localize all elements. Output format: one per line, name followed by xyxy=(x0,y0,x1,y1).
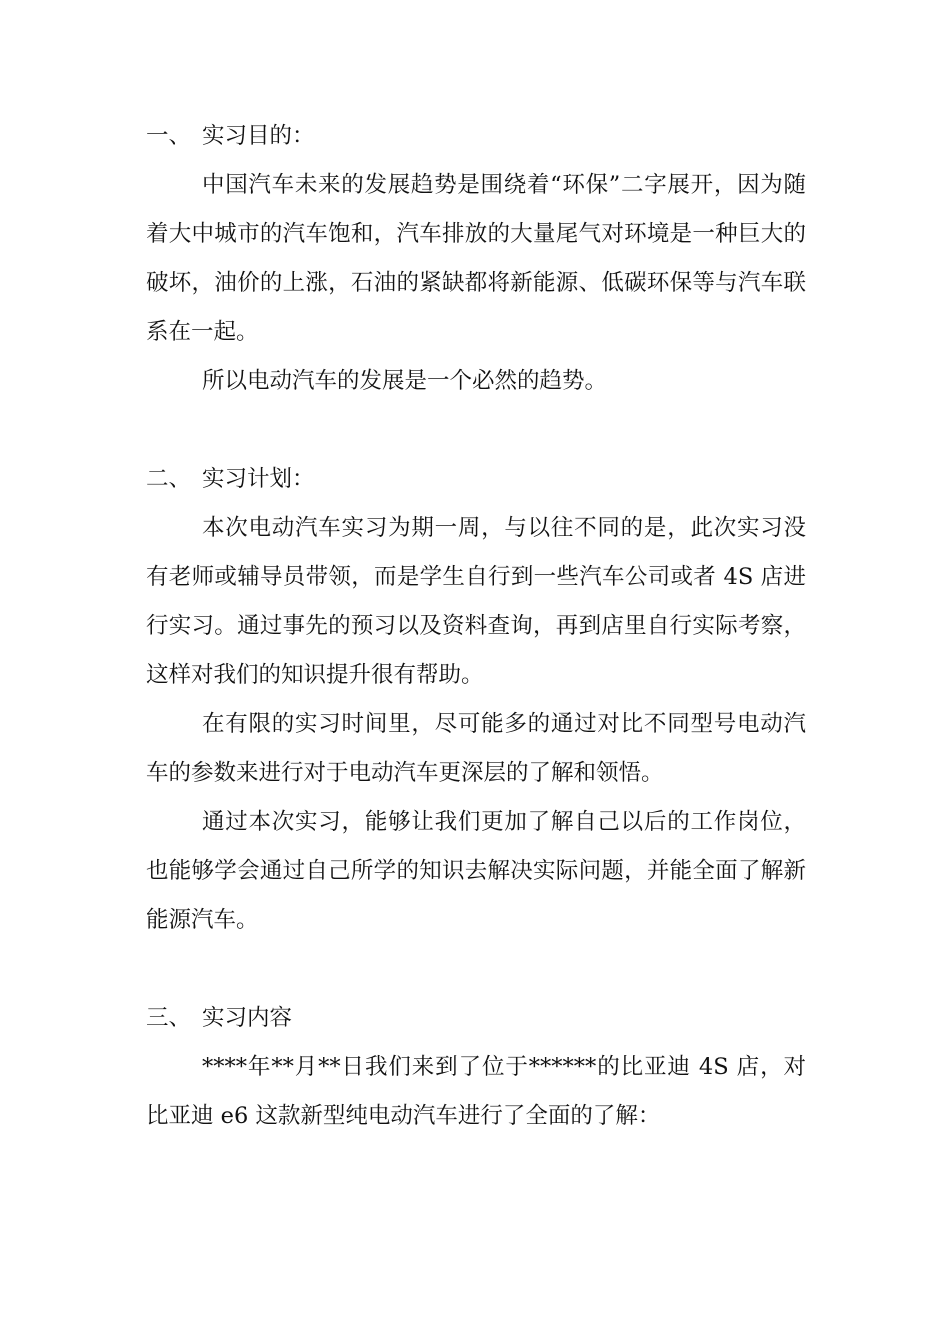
section-title: 实习内容 xyxy=(202,1005,293,1031)
paragraph: 通过本次实习，能够让我们更加了解自己以后的工作岗位，也能够学会通过自己所学的知识去解决实际问题，并能全面了解新能源汽车。 xyxy=(146,809,806,933)
paragraph: 所以电动汽车的发展是一个必然的趋势。 xyxy=(202,368,608,394)
section-gap xyxy=(146,406,806,455)
section-gap xyxy=(146,945,806,994)
paragraph: 在有限的实习时间里，尽可能多的通过对比不同型号电动汽车的参数来进行对于电动汽车更深层的了解和领悟。 xyxy=(146,711,806,786)
document-body xyxy=(146,112,806,1141)
section-title: 实习目的： xyxy=(202,123,315,149)
section-heading-content xyxy=(146,994,806,1043)
section-heading-purpose xyxy=(146,112,806,161)
section-number: 一、 xyxy=(146,123,192,149)
paragraph: ****年**月**日我们来到了位于******的比亚迪 4S 店，对比亚迪 e6 这款新型纯电动汽车进行了全面的了解： xyxy=(146,1054,806,1129)
section-title: 实习计划： xyxy=(202,466,315,492)
paragraph: 本次电动汽车实习为期一周，与以往不同的是，此次实习没有老师或辅导员带领，而是学生自行到一些汽车公司或者 4S 店进行实习。通过事先的预习以及资料查询，再到店里自行实际考察，这样对我们的知识提升很有帮助。 xyxy=(146,515,806,688)
section-number: 三、 xyxy=(146,1005,192,1031)
paragraph: 中国汽车未来的发展趋势是围绕着“环保”二字展开，因为随着大中城市的汽车饱和，汽车排放的大量尾气对环境是一种巨大的破坏，油价的上涨，石油的紧缺都将新能源、低碳环保等与汽车联系在一起。 xyxy=(146,172,806,345)
section-heading-plan xyxy=(146,455,806,504)
section-number: 二、 xyxy=(146,466,192,492)
